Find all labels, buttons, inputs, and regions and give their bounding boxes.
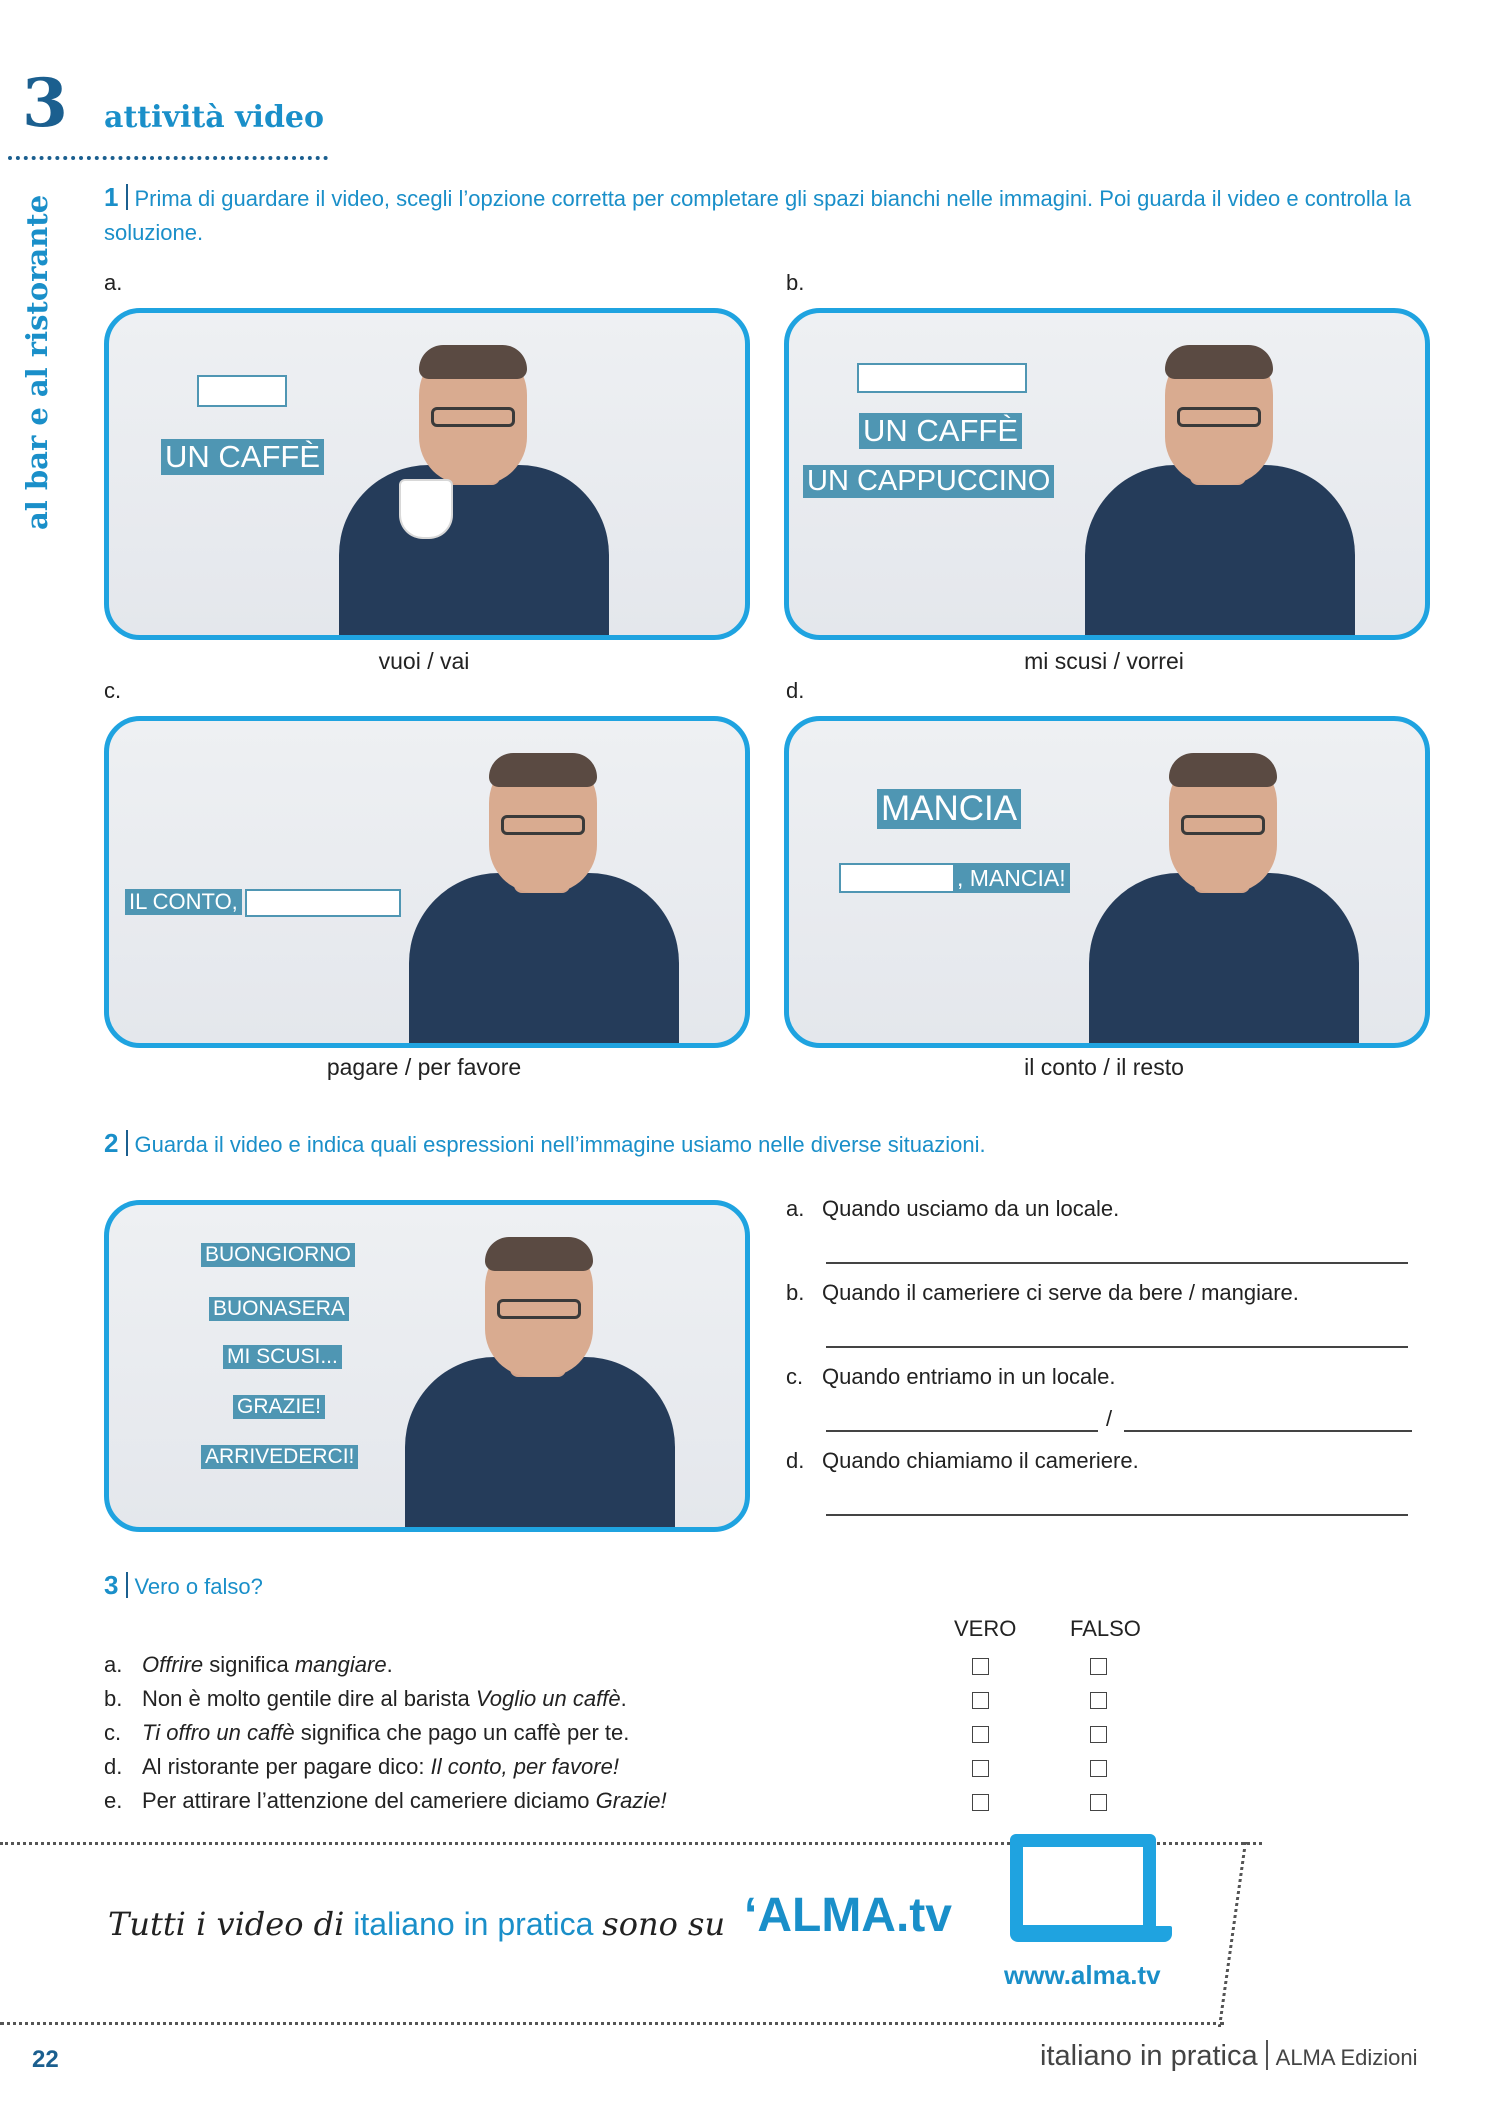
overlay-text: MANCIA [877,789,1021,829]
expression-tag: BUONGIORNO [201,1243,355,1267]
banner-border [1218,1842,1247,2027]
series-name: italiano in pratica [353,1906,594,1942]
video-frame-a [104,308,750,640]
statement-text: Il conto, per favore! [430,1754,619,1779]
statement-letter: e. [104,1788,123,1813]
unit-number: 3 [22,64,68,142]
item-letter: b. [786,270,805,295]
exercise-2-heading [104,1126,1434,1162]
blank-box [197,375,287,407]
exercise-number: 2 [104,1128,119,1158]
video-frame-d [784,716,1430,1048]
question-c: c. Quando entriamo in un locale. [786,1364,1116,1389]
true-checkbox[interactable] [972,1794,989,1811]
blank-box [839,863,955,893]
answer-line-c2[interactable] [1124,1430,1412,1432]
banner-border [0,2022,1224,2025]
overlay-text: UN CAFFÈ [859,413,1022,449]
exercise-number: 1 [104,182,119,212]
statement-row [104,1754,619,1780]
statement-text: . [620,1686,627,1711]
statement-row [104,1686,627,1712]
item-caption: vuoi / vai [378,648,470,674]
question-d: d. Quando chiamiamo il cameriere. [786,1448,1139,1473]
answer-line-b[interactable] [826,1346,1408,1348]
overlay-text: UN CAFFÈ [161,439,324,475]
alma-tv-link[interactable]: www.alma.tv [1004,1960,1161,1990]
monitor-icon [1010,1834,1156,1938]
exercise-3-heading [104,1568,263,1604]
presenter-image [339,345,609,635]
statement-letter: b. [104,1686,123,1711]
question-a: a. Quando usciamo da un locale. [786,1196,1120,1221]
answer-slash: / [1106,1406,1113,1431]
expression-tag: ARRIVEDERCI! [201,1445,358,1469]
item-letter: a. [104,270,123,295]
true-checkbox[interactable] [972,1760,989,1777]
question-b: b. Quando il cameriere ci serve da bere / mangiare. [786,1280,1299,1305]
item-caption: mi scusi / vorrei [1024,648,1184,674]
overlay-text: UN CAPPUCCINO [803,465,1054,498]
exercise-instruction: Prima di guardare il video, scegli l’opzione corretta per completare gli spazi bianchi nelle immagini. Poi guarda il video e controlla la soluzione. [104,186,1412,245]
video-frame-c [104,716,750,1048]
expression-tag: BUONASERA [209,1297,349,1321]
heading-bar [126,1130,128,1156]
exercise-number: 3 [104,1570,119,1600]
statement-text: Grazie! [595,1788,667,1813]
statement-letter: d. [104,1754,123,1779]
presenter-image [1089,753,1359,1043]
statement-text: Al ristorante per pagare dico: [142,1754,431,1779]
answer-line-d[interactable] [826,1514,1408,1516]
exercise-instruction: Guarda il video e indica quali espressioni nell’immagine usiamo nelle diverse situazioni. [134,1132,986,1157]
overlay-text: , MANCIA! [953,863,1070,893]
item-letter: d. [786,678,805,703]
statement-row [104,1788,667,1814]
true-checkbox[interactable] [972,1658,989,1675]
blank-box [857,363,1027,393]
true-checkbox[interactable] [972,1726,989,1743]
statement-letter: a. [104,1652,123,1677]
false-checkbox[interactable] [1090,1726,1107,1743]
answer-line-c1[interactable] [826,1430,1098,1432]
statement-text: Ti offro un caffè [142,1720,295,1745]
footer-brand: italiano in pratica ALMA Edizioni [1040,2040,1418,2072]
heading-bar [126,184,128,210]
column-false-header: FALSO [1070,1616,1141,1641]
page-number: 22 [32,2046,59,2073]
presenter-image [409,753,679,1043]
blank-box [245,889,401,917]
false-checkbox[interactable] [1090,1692,1107,1709]
statement-text: . [386,1652,393,1677]
statement-text: Per attirare l’attenzione del cameriere diciamo [142,1788,596,1813]
statement-text: Non è molto gentile dire al barista [142,1686,476,1711]
true-checkbox[interactable] [972,1692,989,1709]
expression-tag: GRAZIE! [233,1395,325,1419]
item-caption: pagare / per favore [326,1054,522,1080]
presenter-image [405,1237,675,1527]
header-divider [8,156,328,160]
video-frame-b [784,308,1430,640]
statement-text: significa [203,1652,295,1677]
exercise-1-heading [104,180,1434,250]
coffee-cup-image [401,481,451,537]
statement-row [104,1652,393,1678]
banner-text: Tutti i video di italiano in pratica sono su [108,1905,726,1943]
statement-text: mangiare [294,1652,387,1677]
section-side-label: al bar e al ristorante [20,194,54,530]
answer-line-a[interactable] [826,1262,1408,1264]
monitor-base-icon [1010,1926,1172,1942]
column-true-header: VERO [954,1616,1017,1641]
statement-text: significa che pago un caffè per te. [294,1720,630,1745]
false-checkbox[interactable] [1090,1794,1107,1811]
statement-letter: c. [104,1720,122,1745]
statement-row [104,1720,629,1746]
expression-tag: MI SCUSI... [223,1345,342,1369]
false-checkbox[interactable] [1090,1760,1107,1777]
video-frame-expressions [104,1200,750,1532]
item-caption: il conto / il resto [1024,1054,1184,1080]
statement-text: Offrire [142,1652,204,1677]
alma-tv-logo[interactable]: ‘ALMA.tv [744,1889,952,1942]
presenter-image [1085,345,1355,635]
exercise-instruction: Vero o falso? [134,1574,263,1599]
statement-text: Voglio un caffè [475,1686,621,1711]
heading-bar [126,1572,128,1598]
false-checkbox[interactable] [1090,1658,1107,1675]
item-letter: c. [104,678,122,703]
unit-title: attività video [104,100,325,135]
overlay-text: IL CONTO, [125,889,242,915]
